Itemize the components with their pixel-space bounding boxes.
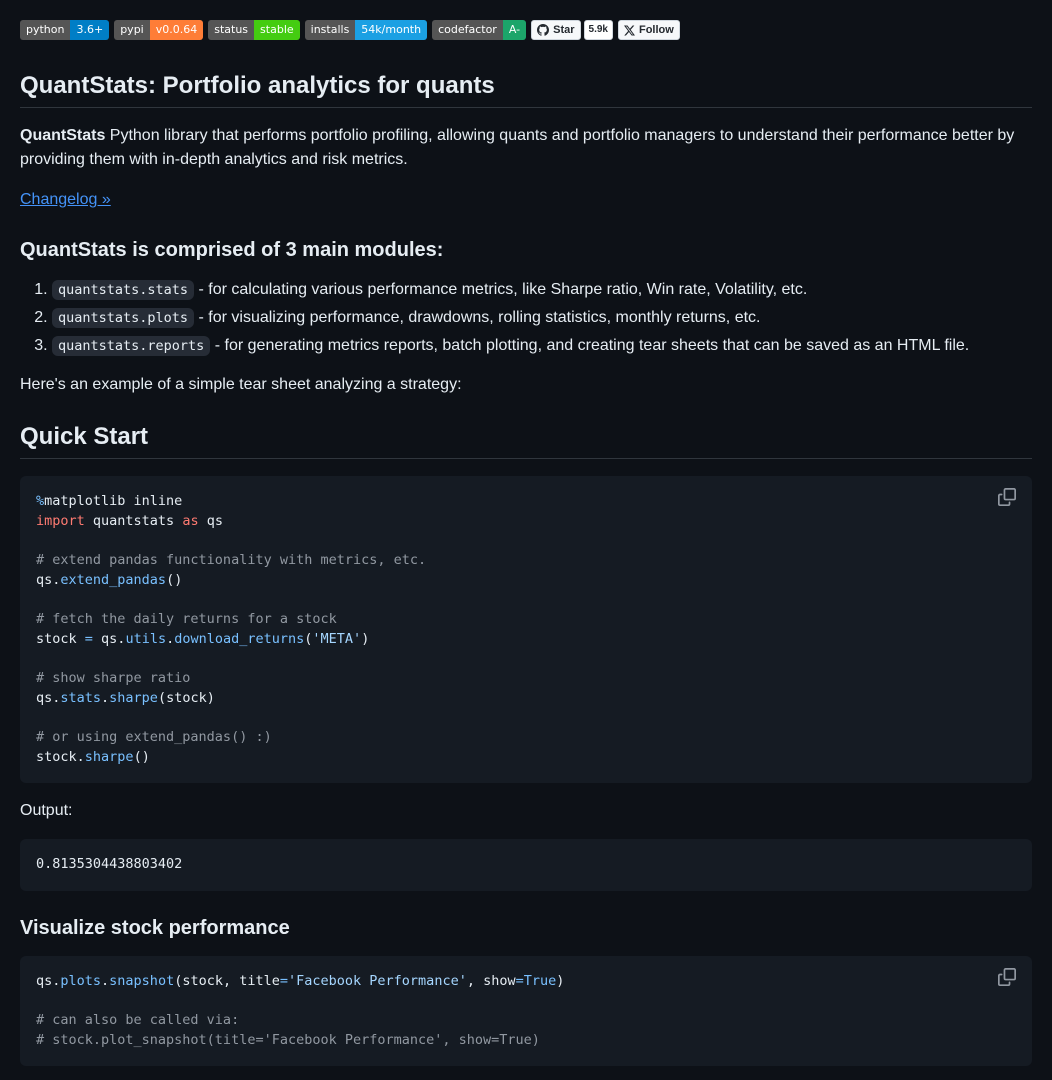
code-line: qs.extend_pandas(): [36, 571, 183, 588]
badge-status[interactable]: status stable: [208, 20, 299, 40]
code-block-quickstart[interactable]: [20, 476, 1032, 783]
badge-installs[interactable]: installs 54k/month: [305, 20, 427, 40]
code-line: [36, 531, 1016, 551]
code-line: [36, 590, 1016, 610]
code-line: qs.stats.sharpe(stock): [36, 689, 215, 706]
code-line: import quantstats as qs: [36, 512, 223, 529]
code-line: # or using extend_pandas() :): [36, 729, 272, 746]
inline-code: quantstats.stats: [52, 280, 194, 300]
code-line: # show sharpe ratio: [36, 670, 191, 687]
list-item: 1. quantstats.stats - for calculating various performance metrics, like Sharpe ratio, Win rate, Volatility, etc.: [52, 277, 1042, 305]
badge-codefactor[interactable]: codefactor A-: [432, 20, 526, 40]
code-line: [36, 709, 1016, 729]
intro-strong: QuantStats: [20, 127, 106, 144]
badge-pypi[interactable]: pypi v0.0.64: [114, 20, 203, 40]
intro-paragraph: [20, 124, 1032, 172]
intro-text: Python library that performs portfolio profiling, allowing quants and portfolio managers to understand their performance better by providing them with in-depth analytics and risk metrics.: [20, 127, 1015, 168]
modules-heading: QuantStats is comprised of 3 main modules:: [20, 239, 444, 261]
code-line: stock = qs.utils.download_returns('META'): [36, 630, 370, 647]
inline-code: quantstats.reports: [52, 336, 210, 356]
code-line: %matplotlib inline: [36, 493, 183, 509]
visualize-heading: Visualize stock performance: [20, 917, 290, 939]
copy-icon[interactable]: [998, 488, 1016, 506]
list-item: 3. quantstats.reports - for generating metrics reports, batch plotting, and creating tear sheets that can be saved as an HTML file.: [52, 333, 1042, 361]
github-star-button[interactable]: Star: [531, 20, 580, 40]
x-icon: [624, 25, 635, 36]
modules-list: [20, 277, 1042, 361]
code-block-visualize[interactable]: [20, 956, 1032, 1066]
github-icon: [537, 24, 549, 36]
code-line: [36, 650, 1016, 670]
github-star-count[interactable]: 5.9k: [584, 20, 613, 40]
copy-icon[interactable]: [998, 968, 1016, 986]
code-line: stock.sharpe(): [36, 748, 150, 765]
quick-start-heading: Quick Start: [20, 421, 1032, 459]
changelog-link[interactable]: Changelog »: [20, 191, 111, 208]
x-follow-button[interactable]: Follow: [618, 20, 680, 40]
output-label: Output:: [20, 802, 73, 819]
code-line: 0.8135304438803402: [36, 856, 183, 872]
code-block-output[interactable]: [20, 839, 1032, 891]
code-line: # extend pandas functionality with metrics, etc.: [36, 552, 427, 569]
code-line: # stock.plot_snapshot(title='Facebook Performance', show=True): [36, 1032, 540, 1049]
inline-code: quantstats.plots: [52, 308, 194, 328]
page-title: QuantStats: Portfolio analytics for quants: [20, 70, 1032, 108]
badge-row: [20, 20, 680, 40]
example-text: Here's an example of a simple tear sheet analyzing a strategy:: [20, 376, 462, 393]
list-item: 2. quantstats.plots - for visualizing performance, drawdowns, rolling statistics, monthly returns, etc.: [52, 305, 1042, 333]
code-line: # can also be called via:: [36, 1012, 240, 1029]
code-line: # fetch the daily returns for a stock: [36, 611, 337, 628]
code-line: qs.plots.snapshot(stock, title='Facebook Performance', show=True): [36, 973, 565, 989]
badge-python[interactable]: python 3.6+: [20, 20, 109, 40]
code-line: [36, 992, 1016, 1012]
